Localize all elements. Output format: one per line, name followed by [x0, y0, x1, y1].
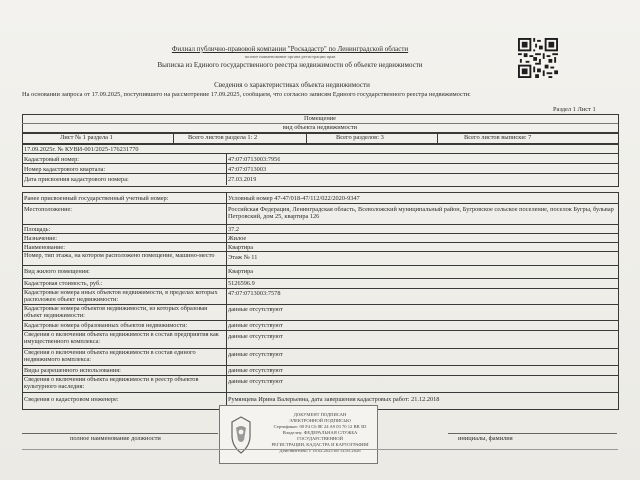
stamp-text: ДОКУМЕНТ ПОДПИСАН ЭЛЕКТРОННОЙ ПОДПИСЬЮ Сертификат: 00 F4 C6 8E 24 A9 03 70 12 BB 5D Владелец: ФЕДЕРАЛЬНАЯ СЛУЖБА ГОСУДАРСТВЕННОЙ РЕГИСТРАЦИИ, КАДАСТРА И КАРТОГРАФИИ Действителен: с 18.02.2025 по 14.05.2026 [271, 412, 369, 453]
assignment-date: 27.03.2019 [228, 176, 257, 183]
section-label: Раздел 1 Лист 1 [553, 106, 596, 113]
dwelling-type-value: Квартира [228, 268, 254, 275]
sheet-number: Лист № 1 раздела 1 [60, 134, 113, 141]
cadastral-number: 47:07:0713003:7956 [228, 156, 281, 163]
detail-label: Сведения о включении объекта недвижимости в состав предприятия как имущественного комплекса: [24, 331, 219, 346]
floor-value: Этаж № 11 [228, 254, 258, 261]
basic-label: Дата присвоения кадастрового номера: [24, 176, 129, 183]
branch-title: Филиал публично-правовой компании "Роскадастр" по Ленинградской области [171, 45, 409, 53]
detail-value: Условный номер 47-47/018-47/112/022/2020-9347 [228, 195, 360, 202]
detail-label: Сведения о включении объекта недвижимости в состав единого недвижимого комплекса: [24, 349, 196, 364]
detail-label: Местоположение: [24, 206, 72, 213]
extract-title: Выписка из Единого государственного реестра недвижимости об объекте недвижимости [157, 61, 423, 69]
cadastral-value-amount: 5126596.9 [228, 280, 255, 287]
extract-subtitle: Сведения о характеристиках объекта недвижимости [214, 81, 370, 89]
request-basis: На основании запроса от 17.09.2025, поступившего на рассмотрение 17.09.2025, сообщаем, что согласно записям Единого государственного реестра недвижимости: [22, 92, 471, 98]
detail-label: Кадастровые номера образованных объектов недвижимости: [24, 322, 188, 329]
location-value: Российская Федерация, Ленинградская область, Всеволожский муниципальный район, Бугровское сельское поселение, поселок Бугры, бульвар Петровский, дом 25, квартира 126 [228, 206, 614, 221]
authority-note: полное наименование органа регистрации прав [244, 54, 336, 59]
sheets-total: Всего листов выписки: 7 [464, 134, 532, 141]
electronic-signature-stamp [219, 405, 378, 464]
detail-label: Кадастровая стоимость, руб.: [24, 280, 103, 287]
area-value: 37.2 [228, 226, 240, 233]
sections-total: Всего разделов: 3 [336, 134, 384, 141]
position-caption: полное наименование должности [70, 435, 161, 442]
detail-value: данные отсутствуют [228, 378, 283, 385]
basic-label: Номер кадастрового квартала: [24, 166, 106, 173]
purpose-value: Жилое [228, 235, 247, 242]
detail-label: Наименование: [24, 244, 65, 251]
name-value: Квартира [228, 244, 254, 251]
cadastral-quarter: 47:07:0713003 [228, 166, 267, 173]
detail-label: Вид жилого помещения: [24, 268, 90, 275]
object-kind-caption: вид объекта недвижимости [282, 124, 358, 131]
detail-value: данные отсутствуют [228, 322, 283, 329]
detail-label: Кадастровые номера иных объектов недвижимости, в пределах которых расположен объект недвижимости: [24, 289, 218, 304]
sheets-in-section: Всего листов раздела 1: 2 [188, 134, 258, 141]
detail-value: данные отсутствуют [228, 367, 283, 374]
detail-value: данные отсутствуют [228, 333, 283, 340]
detail-label: Сведения о кадастровом инженере: [24, 396, 119, 403]
detail-label: Виды разрешенного использования: [24, 367, 121, 374]
detail-label: Номер, тип этажа, на котором расположено помещение, машино-место [24, 252, 215, 259]
cadastral-engineer-value: Румянцева Ирина Валерьевна, дата завершения кадастровых работ: 21.12.2018 [228, 396, 440, 403]
signature-caption: инициалы, фамилия [458, 435, 513, 442]
parent-object-value: 47:07:0713003:7578 [228, 290, 281, 297]
reference-number: 17.09.2025г. № КУВИ-001/2025-176231770 [24, 146, 139, 153]
qr-code-icon [518, 38, 558, 78]
detail-label: Кадастровые номера объектов недвижимости, из которых образован объект недвижимости: [24, 305, 208, 320]
detail-label: Ранее присвоенный государственный учетный номер: [24, 195, 169, 202]
detail-label: Сведения о включении объекта недвижимости в реестр объектов культурного наследия: [24, 376, 199, 391]
basic-label: Кадастровый номер: [24, 156, 80, 163]
detail-value: данные отсутствуют [228, 351, 283, 358]
object-kind-label: Помещение [303, 115, 337, 122]
detail-label: Площадь: [24, 226, 51, 233]
detail-label: Назначение: [24, 235, 57, 242]
detail-value: данные отсутствуют [228, 306, 283, 313]
